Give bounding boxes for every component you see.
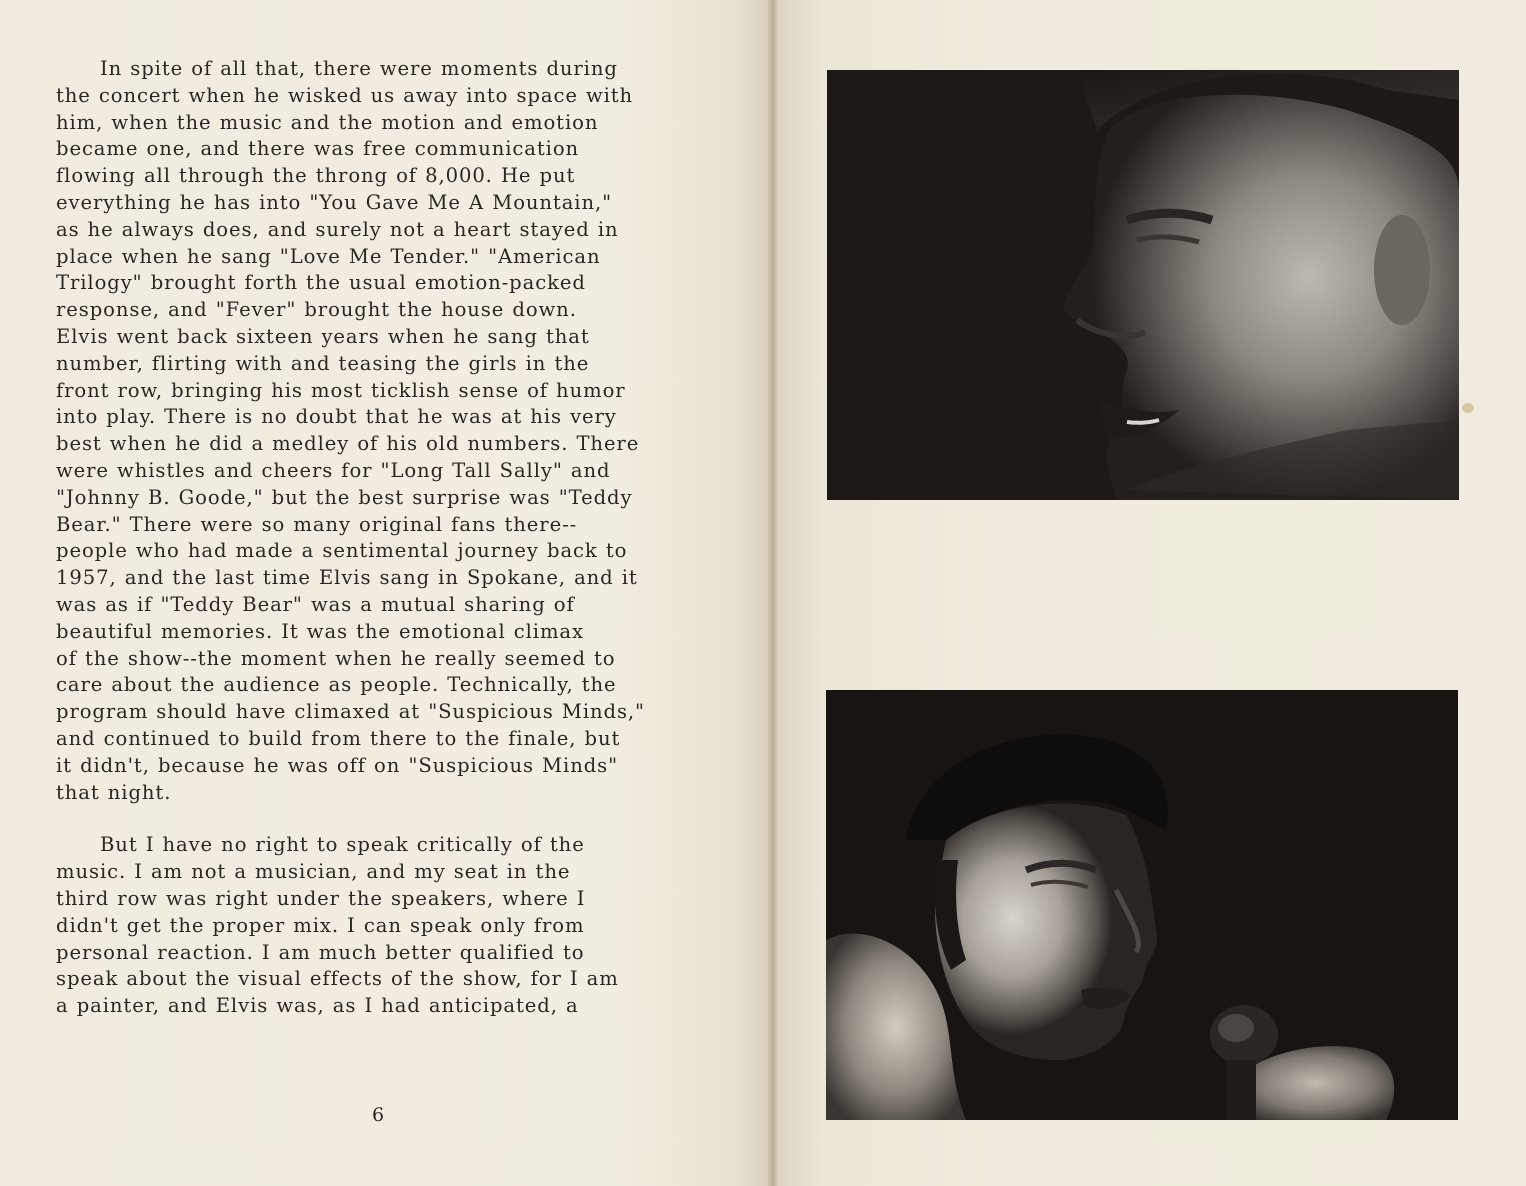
text-line: into play. There is no doubt that he was at his very <box>56 405 617 429</box>
photo-singer-microphone-image <box>826 690 1458 1120</box>
text-line: Trilogy" brought forth the usual emotion-packed <box>56 271 586 295</box>
page-number: 6 <box>371 1104 385 1126</box>
text-line: best when he did a medley of his old numbers. There <box>56 432 640 456</box>
text-line: place when he sang "Love Me Tender." "American <box>56 244 601 268</box>
article-text <box>56 56 706 1020</box>
paragraph-1 <box>56 56 706 806</box>
text-line: Elvis went back sixteen years when he sang that <box>56 324 590 348</box>
text-line: became one, and there was free communication <box>56 137 580 161</box>
text-line: people who had made a sentimental journey back to <box>56 539 628 563</box>
text-line: response, and "Fever" brought the house down. <box>56 298 577 322</box>
text-line: care about the audience as people. Technically, the <box>56 673 617 697</box>
book-gutter <box>768 0 778 1186</box>
text-line: beautiful memories. It was the emotional climax <box>56 619 584 643</box>
text-line: the concert when he wisked us away into space with <box>56 83 634 107</box>
text-line: In spite of all that, there were moments during <box>100 57 618 80</box>
text-line: that night. <box>56 780 172 804</box>
text-line: 1957, and the last time Elvis sang in Spokane, and it <box>56 566 638 590</box>
photo-singer-profile <box>827 70 1459 500</box>
text-line: personal reaction. I am much better qualified to <box>56 940 585 964</box>
text-line: and continued to build from there to the finale, but <box>56 726 621 750</box>
photo-singer-profile-image <box>827 70 1459 500</box>
text-line: "Johnny B. Goode," but the best surprise was "Teddy <box>56 485 633 509</box>
text-line: of the show--the moment when he really seemed to <box>56 646 616 670</box>
photo-singer-microphone <box>826 690 1458 1120</box>
text-line: But I have no right to speak critically of the <box>100 833 585 857</box>
text-line: didn't get the proper mix. I can speak only from <box>56 913 585 937</box>
text-line: third row was right under the speakers, where I <box>56 886 586 910</box>
text-line: speak about the visual effects of the show, for I am <box>56 967 619 991</box>
text-line: was as if "Teddy Bear" was a mutual sharing of <box>56 592 575 616</box>
paragraph-gap <box>56 806 706 832</box>
paragraph-2 <box>56 832 706 1020</box>
text-line: were whistles and cheers for "Long Tall Sally" and <box>56 458 611 482</box>
paper-speck <box>1462 403 1474 413</box>
text-line: flowing all through the throng of 8,000. He put <box>56 164 576 188</box>
text-line: number, flirting with and teasing the girls in the <box>56 351 590 375</box>
text-line: Bear." There were so many original fans there-- <box>56 512 578 536</box>
text-line: front row, bringing his most ticklish sense of humor <box>56 378 626 402</box>
text-line: a painter, and Elvis was, as I had anticipated, a <box>56 994 579 1018</box>
text-line: it didn't, because he was off on "Suspicious Minds" <box>56 753 619 777</box>
text-line: him, when the music and the motion and emotion <box>56 110 599 134</box>
text-line: program should have climaxed at "Suspicious Minds," <box>56 700 645 724</box>
text-line: everything he has into "You Gave Me A Mountain," <box>56 190 613 214</box>
text-line: as he always does, and surely not a heart stayed in <box>56 217 619 241</box>
text-line: music. I am not a musician, and my seat in the <box>56 860 571 884</box>
